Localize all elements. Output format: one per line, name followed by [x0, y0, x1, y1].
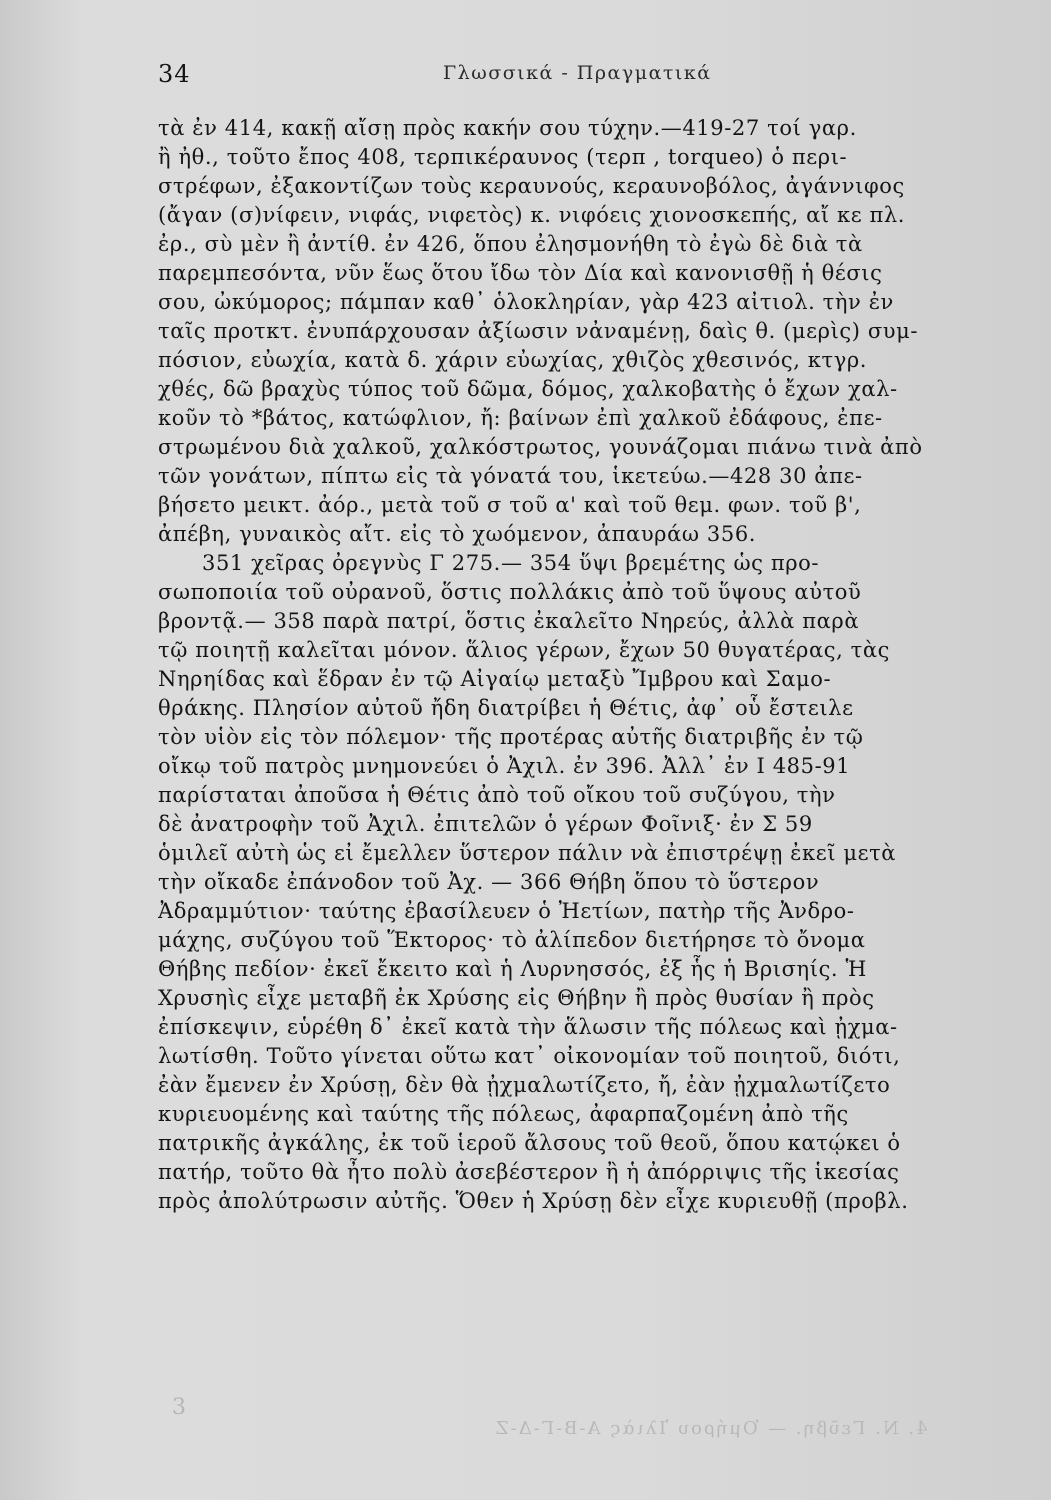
text-line: χθές, δῶ βραχὺς τύπος τοῦ δῶμα, δόμος, χαλκοβατὴς ὁ ἔχων χαλ-: [158, 377, 898, 401]
text-line: βροντᾷ.— 358 παρὰ πατρί, ὅστις ἐκαλεῖτο Νηρεύς, ἀλλὰ παρὰ: [158, 609, 860, 633]
text-line: κυριευομένης καὶ ταύτης τῆς πόλεως, ἀφαρπαζομένη ἀπὸ τῆς: [158, 1102, 849, 1126]
text-line: 351 χεῖρας ὀρεγνὺς Γ 275.— 354 ὕψι βρεμέτης ὡς προ-: [202, 551, 820, 575]
text-line: πατήρ, τοῦτο θὰ ἦτο πολὺ ἀσεβέστερον ἢ ἡ ἀπόρριψις τῆς ἱκεσίας: [158, 1160, 900, 1184]
text-line: θράκης. Πλησίον αὐτοῦ ἤδη διατρίβει ἡ Θέτις, ἀφ᾽ οὗ ἔστειλε: [158, 696, 854, 720]
text-line: μάχης, συζύγου τοῦ Ἕκτορος· τὸ ἀλίπεδον διετήρησε τὸ ὄνομα: [158, 928, 866, 952]
text-line: ἢ ἠθ., τοῦτο ἔπος 408, τερπικέραυνος (τερπ , torqueo) ὁ περι-: [158, 145, 848, 169]
text-line: Ἀδραμμύτιον· ταύτης ἐβασίλευεν ὁ Ἠετίων, πατὴρ τῆς Ἀνδρο-: [158, 899, 855, 923]
text-line: κοῦν τὸ *βάτος, κατώφλιον, ἤ: βαίνων ἐπὶ χαλκοῦ ἐδάφους, ἐπε-: [158, 406, 883, 430]
text-line: τῷ ποιητῇ καλεῖται μόνον. ἅλιος γέρων, ἔχων 50 θυγατέρας, τὰς: [158, 638, 891, 662]
text-line: (ἄγαν (σ)νίφειν, νιφάς, νιφετὸς) κ. νιφόεις χιονοσκεπής, αἴ κε πλ.: [158, 203, 906, 227]
text-line: ἐὰν ἔμενεν ἐν Χρύσῃ, δὲν θὰ ᾐχμαλωτίζετο, ἤ, ἐὰν ᾐχμαλωτίζετο: [158, 1073, 891, 1097]
text-line: ὁμιλεῖ αὐτὴ ὡς εἰ ἔμελλεν ὕστερον πάλιν νὰ ἐπιστρέψῃ ἐκεῖ μετὰ: [158, 841, 897, 865]
text-line: πόσιον, εὐωχία, κατὰ δ. χάριν εὐωχίας, χθιζὸς χθεσινός, κτγρ.: [158, 348, 868, 372]
text-line: τὰ ἐν 414, κακῇ αἴσῃ πρὸς κακήν σου τύχην.—419-27 τοί γαρ.: [158, 116, 857, 140]
text-line: ἐπίσκεψιν, εὑρέθη δ᾽ ἐκεῖ κατὰ τὴν ἅλωσιν τῆς πόλεως καὶ ᾐχμα-: [158, 1015, 898, 1039]
running-head: Γλωσσικά - Πραγματικά: [443, 62, 712, 84]
text-line: Θήβης πεδίον· ἐκεῖ ἔκειτο καὶ ἡ Λυρνησσός, ἐξ ἧς ἡ Βρισηίς. Ἡ: [158, 957, 867, 981]
text-line: πρὸς ἀπολύτρωσιν αὐτῆς. Ὅθεν ἡ Χρύσῃ δὲν εἶχε κυριευθῇ (προβλ.: [158, 1189, 909, 1213]
text-line: τῶν γονάτων, πίπτω εἰς τὰ γόνατά του, ἱκετεύω.—428 30 ἀπε-: [158, 464, 863, 488]
text-line: στρέφων, ἐξακοντίζων τοὺς κεραυνούς, κεραυνοβόλος, ἀγάννιφος: [158, 174, 905, 198]
text-line: τὴν οἴκαδε ἐπάνοδον τοῦ Ἀχ. — 366 Θήβη ὅπου τὸ ὕστερον: [158, 870, 820, 894]
text-line: βήσετο μεικτ. ἀόρ., μετὰ τοῦ σ τοῦ α' καὶ τοῦ θεμ. φων. τοῦ β',: [158, 493, 862, 517]
text-line: Χρυσηὶς εἶχε μεταβῆ ἐκ Χρύσης εἰς Θήβην ἢ πρὸς θυσίαν ἢ πρὸς: [158, 986, 875, 1010]
text-line: παρίσταται ἀποῦσα ἡ Θέτις ἀπὸ τοῦ οἴκου τοῦ συζύγου, τὴν: [158, 783, 836, 807]
body-text: [158, 114, 1051, 1216]
text-line: σου, ὠκύμορος; πάμπαν καθ᾽ ὁλοκληρίαν, γὰρ 423 αἰτιολ. τὴν ἐν: [158, 290, 894, 314]
page-number: 34: [158, 60, 191, 88]
text-line: λωτίσθη. Τοῦτο γίνεται οὕτω κατ᾽ οἰκονομίαν τοῦ ποιητοῦ, διότι,: [158, 1044, 901, 1068]
text-line: πατρικῆς ἀγκάλης, ἐκ τοῦ ἱεροῦ ἄλσους τοῦ θεοῦ, ὅπου κατῴκει ὁ: [158, 1131, 901, 1155]
bleed-through-footer: 4. Ν. Γεῦβη. — Ὁμήρου Ἰλιὰς Α-Β-Γ-Δ-Ζ: [494, 1418, 928, 1439]
text-line: Νηρηίδας καὶ ἕδραν ἐν τῷ Αἰγαίῳ μεταξὺ Ἴμβρου καὶ Σαμο-: [158, 667, 832, 691]
text-line: ταῖς προτκτ. ἐνυπάρχουσαν ἀξίωσιν νἀναμένῃ, δαὶς θ. (μερὶς) συμ-: [158, 319, 919, 343]
text-line: παρεμπεσόντα, νῦν ἕως ὅτου ἴδω τὸν Δία καὶ κανονισθῇ ἡ θέσις: [158, 261, 883, 285]
text-line: ἐρ., σὺ μὲν ἢ ἀντίθ. ἐν 426, ὅπου ἐλησμονήθη τὸ ἐγὼ δὲ διὰ τὰ: [158, 232, 863, 256]
text-line: στρωμένου διὰ χαλκοῦ, χαλκόστρωτος, γουνάζομαι πιάνω τινὰ ἀπὸ: [158, 435, 923, 459]
text-line: δὲ ἀνατροφὴν τοῦ Ἀχιλ. ἐπιτελῶν ὁ γέρων Φοῖνιξ· ἐν Σ 59: [158, 812, 813, 836]
text-line: σωποποιία τοῦ οὐρανοῦ, ὅστις πολλάκις ἀπὸ τοῦ ὕψους αὐτοῦ: [158, 580, 862, 604]
page-header: [158, 60, 1051, 94]
text-line: οἴκῳ τοῦ πατρὸς μνημονεύει ὁ Ἀχιλ. ἐν 396. Ἀλλ᾽ ἐν Ι 485-91: [158, 754, 851, 778]
text-line: τὸν υἱὸν εἰς τὸν πόλεμον· τῆς προτέρας αὐτῆς διατριβῆς ἐν τῷ: [158, 725, 864, 749]
text-line: ἀπέβη, γυναικὸς αἴτ. εἰς τὸ χωόμενον, ἀπαυράω 356.: [158, 522, 757, 546]
margin-mark: 3: [172, 1395, 186, 1420]
